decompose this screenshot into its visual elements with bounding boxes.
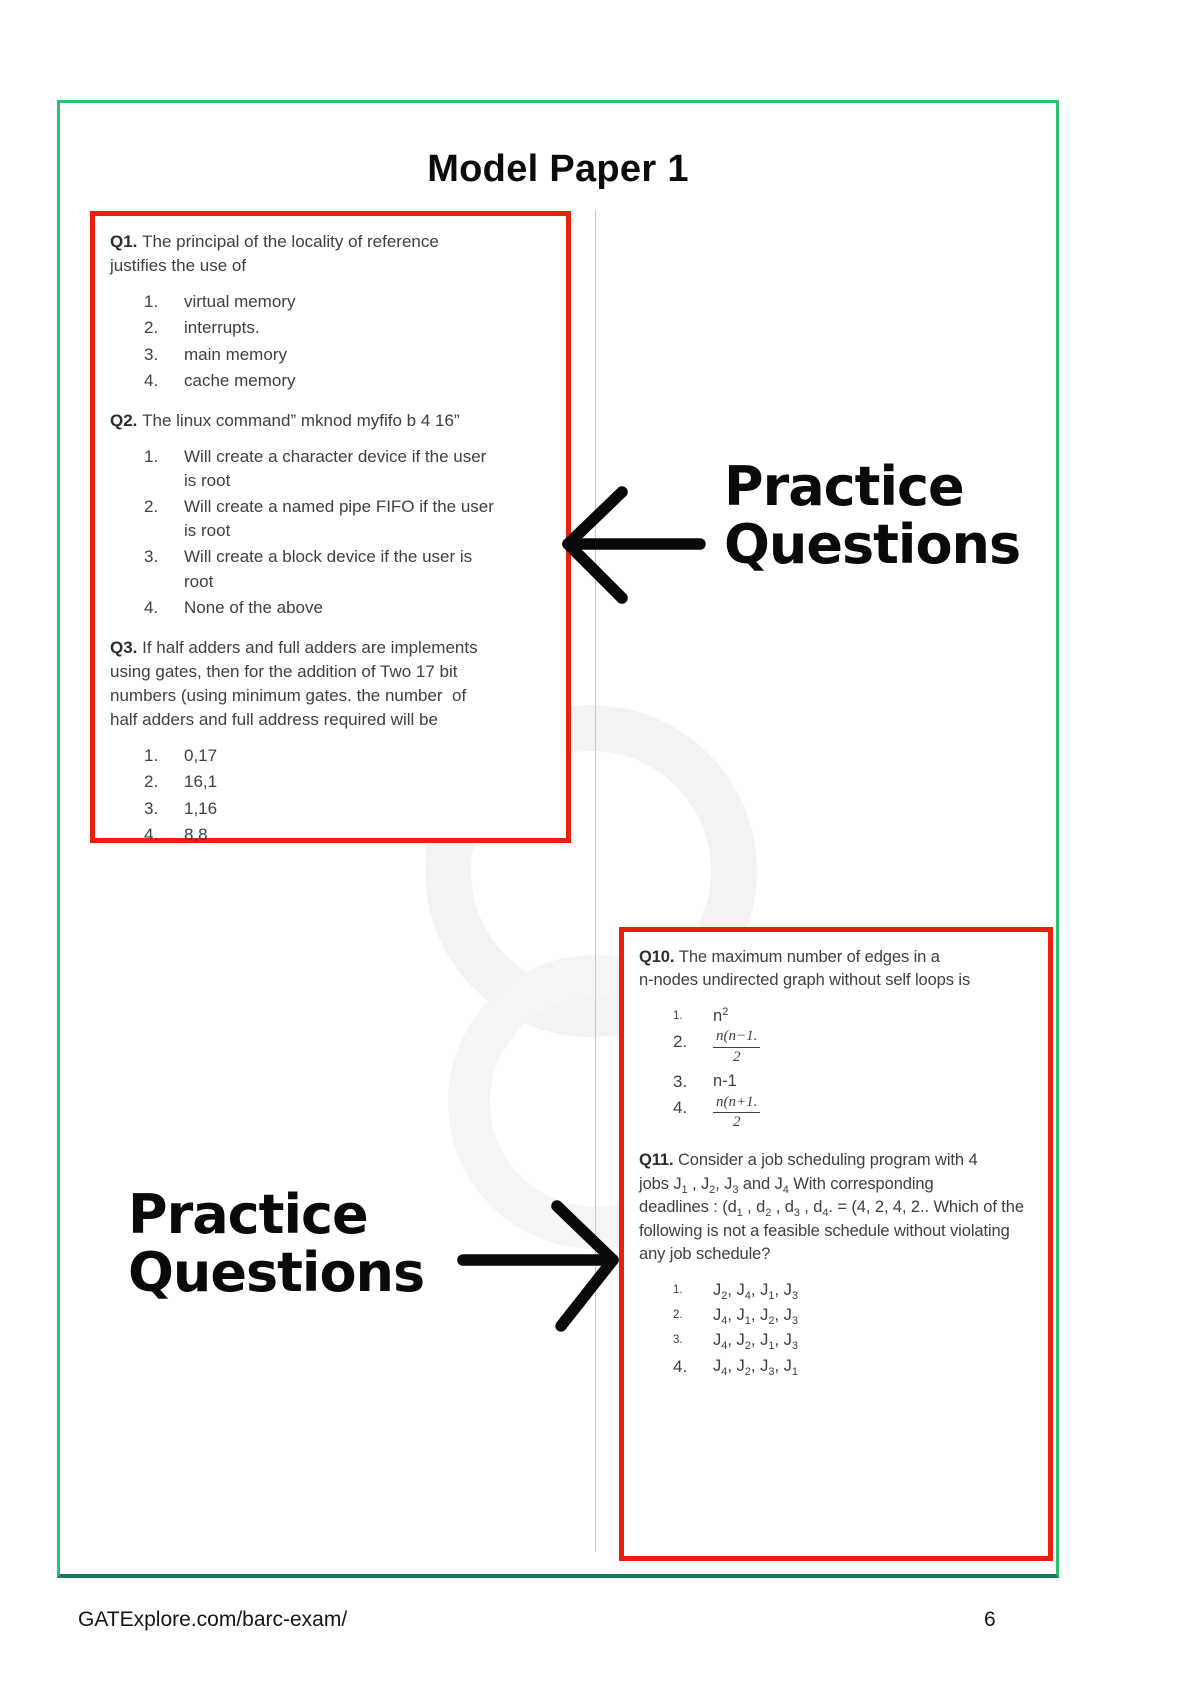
- option-text: 16,1: [184, 772, 218, 792]
- question-text: Q1. The principal of the locality of reference justifies the use of: [110, 232, 439, 276]
- option-row: [110, 770, 551, 794]
- option-row: [110, 596, 551, 620]
- options-list: [110, 290, 551, 393]
- option-row: [639, 1093, 1033, 1134]
- option-marker: 1.: [144, 292, 159, 312]
- sub-text: 4: [822, 1207, 829, 1220]
- option-marker: 4.: [673, 1356, 688, 1376]
- sub-text: 1: [791, 1365, 799, 1378]
- option-marker: 3.: [144, 547, 159, 567]
- question-text: Q11. Consider a job scheduling program with 4 jobs $J_1$ , $J_2$, $J_3$ and $J_4$ With corresponding deadlines : ($d_1$ , $d_2$ , $d_3$ , $d_4$. = (4, 2, 4, 2.. Which of the following is not a feasible schedule without violating any job schedule?: [639, 1151, 1029, 1264]
- option-marker: 1.: [144, 746, 159, 766]
- option-text: $J_4$, $J_1$, $J_2$, $J_3$: [713, 1305, 799, 1327]
- sub-text: 3: [732, 1183, 739, 1196]
- question-block: [639, 1149, 1033, 1379]
- question-id: Q3.: [110, 637, 143, 657]
- option-marker: 3.: [144, 798, 159, 818]
- practice-label-bottom-line2: Questions: [128, 1240, 425, 1304]
- option-row: [110, 290, 551, 314]
- footer-page-number: 6: [984, 1608, 996, 1631]
- question-text: Q10. The maximum number of edges in a n-nodes undirected graph without self loops is: [639, 948, 971, 990]
- option-marker: 1.: [144, 446, 159, 466]
- option-text: None of the above: [184, 597, 323, 617]
- fraction-numerator: n(n−1.: [713, 1028, 760, 1047]
- fraction-numerator: n(n+1.: [713, 1094, 760, 1113]
- sub-text: 4: [782, 1183, 789, 1196]
- sub-text: 3: [791, 1314, 799, 1327]
- practice-box-right: [619, 927, 1053, 1561]
- option-text: main memory: [184, 344, 287, 364]
- arrow-left-icon: [552, 478, 710, 618]
- question-text: Q3. If half adders and full adders are implements using gates, then for the addition of Two 17 bit numbers (using minimum gates. the number of half adders and full address required will be: [110, 637, 478, 730]
- practice-label-top-line1: Practice: [724, 455, 964, 518]
- practice-label-top-line2: Questions: [724, 512, 1021, 576]
- option-text: n-1: [713, 1071, 737, 1090]
- option-marker: 4.: [144, 597, 159, 617]
- sub-text: 3: [791, 1340, 799, 1353]
- option-marker: 1.: [673, 1009, 683, 1022]
- question-text: Q2. The linux command” mknod myfifo b 4 16”: [110, 410, 460, 430]
- option-row: [110, 445, 551, 493]
- option-row: [110, 823, 551, 847]
- sub-text: 2: [765, 1207, 772, 1220]
- question-id: Q2.: [110, 410, 143, 430]
- option-row: [639, 1005, 1033, 1028]
- option-row: [639, 1329, 1033, 1352]
- option-text: 1,16: [184, 798, 218, 818]
- option-row: [110, 545, 551, 593]
- sup-text: 2: [722, 1005, 729, 1018]
- sub-text: 3: [791, 1289, 799, 1302]
- practice-label-bottom: [128, 1183, 425, 1304]
- options-list: [110, 744, 551, 847]
- option-text: Will create a named pipe FIFO if the user is root: [184, 497, 494, 541]
- sub-text: 1: [768, 1340, 775, 1353]
- math-fraction: [713, 1094, 760, 1132]
- options-list: [639, 1279, 1033, 1379]
- sub-text: 3: [768, 1365, 775, 1378]
- option-marker: 3.: [673, 1334, 683, 1347]
- sub-text: 1: [736, 1207, 743, 1220]
- sub-text: 2: [721, 1289, 728, 1302]
- option-marker: 4.: [144, 824, 159, 844]
- option-text: virtual memory: [184, 292, 296, 312]
- option-row: [110, 369, 551, 393]
- option-text: $J_4$, $J_2$, $J_3$, $J_1$: [713, 1356, 799, 1378]
- sub-text: 2: [768, 1314, 775, 1327]
- arrow-right-icon: [455, 1198, 625, 1366]
- option-text: $J_2$, $J_4$, $J_1$, $J_3$: [713, 1280, 799, 1302]
- sub-text: 4: [744, 1289, 751, 1302]
- options-list: [639, 1005, 1033, 1134]
- sub-text: 1: [768, 1289, 775, 1302]
- option-row: [639, 1304, 1033, 1327]
- question-id: Q1.: [110, 232, 143, 251]
- sub-text: 2: [709, 1183, 716, 1196]
- option-marker: 3.: [673, 1071, 688, 1091]
- sub-text: 4: [721, 1314, 728, 1327]
- option-row: [110, 343, 551, 367]
- option-marker: 2.: [673, 1032, 688, 1052]
- option-row: [639, 1030, 1033, 1068]
- option-marker: 2.: [144, 318, 159, 338]
- option-row: [110, 744, 551, 768]
- question-block: [110, 409, 551, 620]
- fraction-denominator: 2: [732, 1114, 741, 1131]
- option-text: [713, 1030, 760, 1068]
- sub-text: 1: [681, 1183, 688, 1196]
- option-text: [713, 1093, 760, 1134]
- option-row: [639, 1355, 1033, 1379]
- sub-text: 4: [721, 1340, 728, 1353]
- option-text: Will create a block device if the user is root: [184, 547, 473, 591]
- practice-label-bottom-line1: Practice: [128, 1183, 368, 1246]
- option-row: [110, 316, 551, 340]
- option-marker: 2.: [144, 497, 159, 517]
- page-title: Model Paper 1: [427, 148, 689, 190]
- sub-text: 4: [721, 1365, 728, 1378]
- footer-site-url: GATExplore.com/barc-exam/: [78, 1608, 348, 1631]
- question-id: Q10.: [639, 948, 679, 966]
- practice-label-top: [724, 455, 1021, 576]
- option-marker: 3.: [144, 344, 159, 364]
- option-text: 0,17: [184, 746, 218, 766]
- question-id: Q11.: [639, 1151, 678, 1170]
- question-block: [110, 230, 551, 393]
- option-marker: 2.: [144, 772, 159, 792]
- option-marker: 1.: [673, 1283, 683, 1296]
- options-list: [110, 445, 551, 620]
- sub-text: 1: [744, 1314, 751, 1327]
- option-text: Will create a character device if the user is root: [184, 446, 487, 490]
- option-row: [110, 495, 551, 543]
- fraction-denominator: 2: [732, 1048, 741, 1065]
- option-row: [110, 797, 551, 821]
- option-text: 8,8: [184, 824, 208, 844]
- option-row: [639, 1279, 1033, 1302]
- option-marker: 4.: [144, 370, 159, 390]
- option-text: interrupts.: [184, 318, 260, 338]
- option-text: $J_4$, $J_2$, $J_1$, $J_3$: [713, 1331, 799, 1353]
- option-text: cache memory: [184, 370, 296, 390]
- practice-box-left: [90, 211, 571, 843]
- option-text: $n^2$: [713, 1005, 729, 1025]
- option-row: [639, 1070, 1033, 1094]
- sub-text: 3: [793, 1207, 800, 1220]
- option-marker: 2.: [673, 1308, 683, 1321]
- sub-text: 2: [744, 1365, 751, 1378]
- option-marker: 4.: [673, 1097, 688, 1117]
- question-block: [110, 636, 551, 847]
- math-fraction: [713, 1028, 760, 1066]
- question-block: [639, 946, 1033, 1133]
- sub-text: 2: [744, 1340, 751, 1353]
